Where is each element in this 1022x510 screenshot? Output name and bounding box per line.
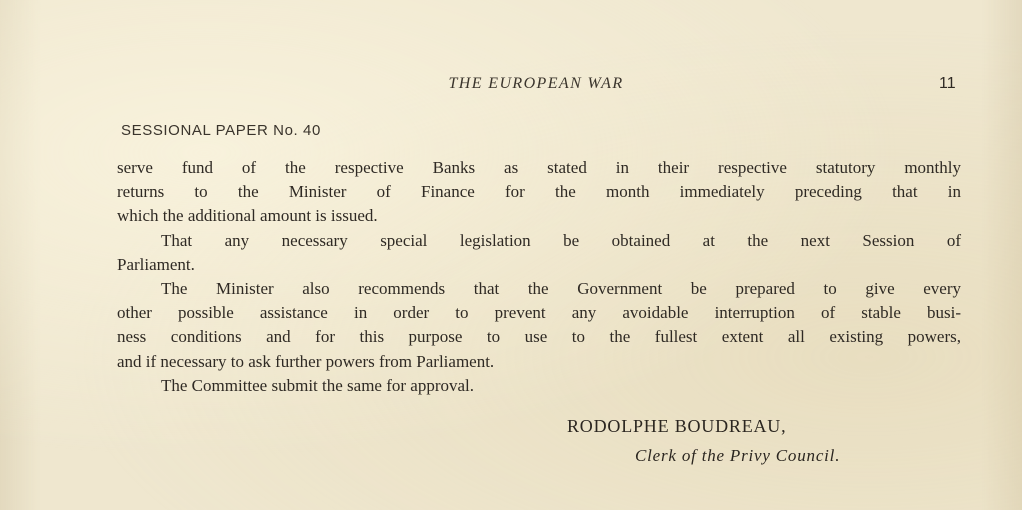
running-head xyxy=(0,75,1022,99)
body-line: and if necessary to ask further powers from Parliament. xyxy=(117,351,495,371)
body-line: ness conditions and for this purpose to use to the fullest extent all existing powers, xyxy=(117,327,961,347)
body-line: other possible assistance in order to prevent any avoidable interruption of stable busi- xyxy=(117,303,961,323)
body-line: The Committee submit the same for approval. xyxy=(161,375,475,395)
running-title: THE EUROPEAN WAR xyxy=(448,75,624,92)
sessional-paper-label: SESSIONAL PAPER No. 40 xyxy=(121,122,321,139)
body-line: Parliament. xyxy=(117,254,195,274)
body-text xyxy=(117,156,961,398)
body-line: which the additional amount is issued. xyxy=(117,206,378,226)
body-line: serve fund of the respective Banks as stated in their respective statutory monthly xyxy=(117,158,961,177)
body-line: The Minister also recommends that the Government be prepared to give every xyxy=(161,278,961,298)
page-number: 11 xyxy=(939,75,956,92)
body-line: returns to the Minister of Finance for the month immediately preceding that in xyxy=(117,182,961,202)
signature-title: Clerk of the Privy Council. xyxy=(635,446,841,465)
signature-name: RODOLPHE BOUDREAU, xyxy=(567,416,787,436)
body-line: That any necessary special legislation be obtained at the next Session of xyxy=(161,230,961,250)
